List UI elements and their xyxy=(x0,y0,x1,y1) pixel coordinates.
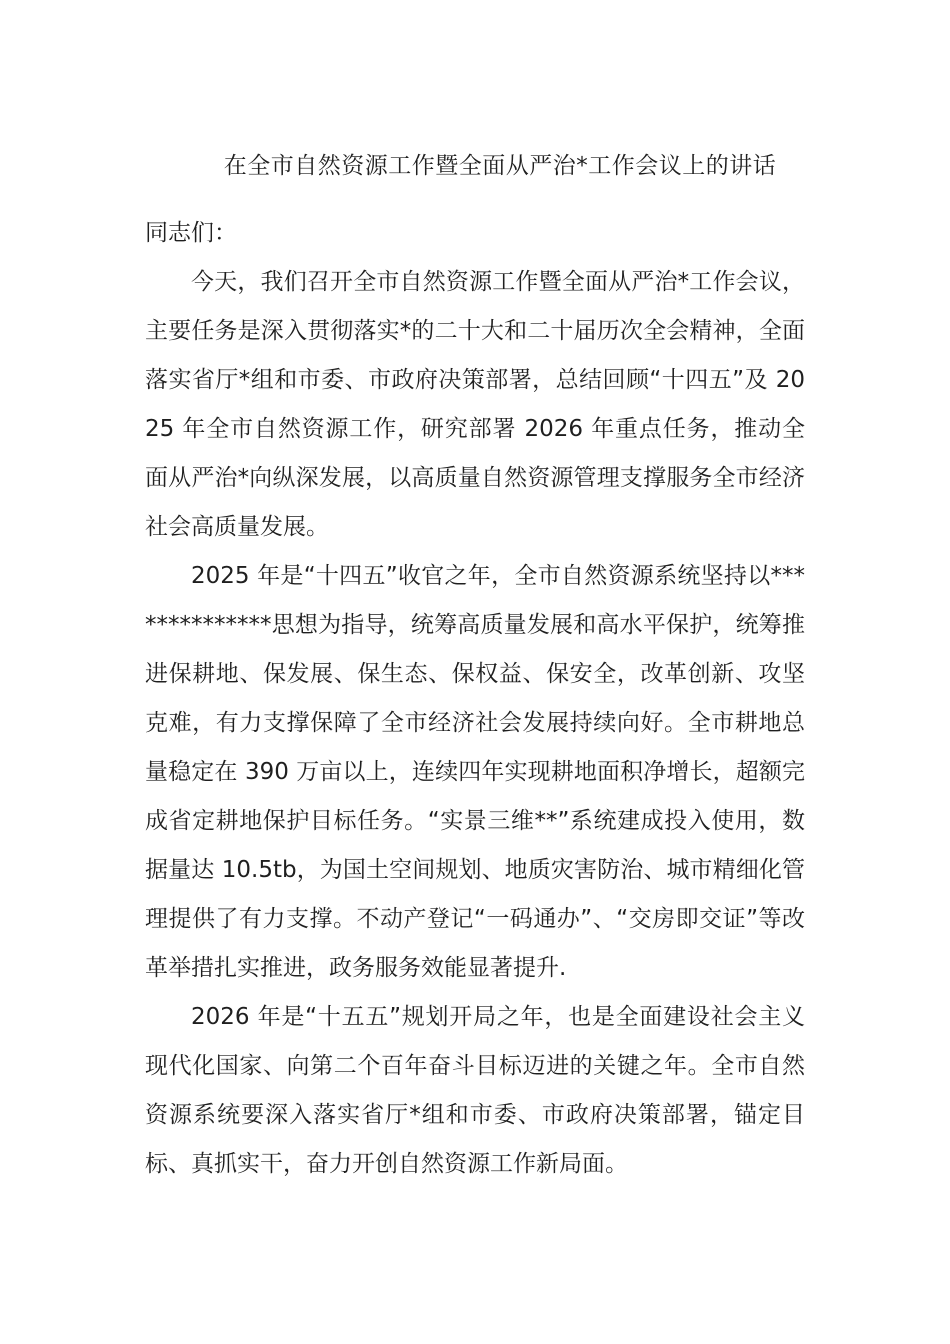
greeting: 同志们： xyxy=(145,220,237,246)
document-body xyxy=(145,209,805,1189)
document-title: 在全市自然资源工作暨全面从严治*工作会议上的讲话 xyxy=(223,153,777,179)
paragraph-intro: 今天，我们召开全市自然资源工作暨全面从严治*工作会议，主要任务是深入贯彻落实*的二十大和二十届历次全会精神，全面落实省厅*组和市委、市政府决策部署，总结回顾“十四五”及 2025 年全市自然资源工作，研究部署 2026 年重点任务，推动全面从严治*向纵深发展，以高质量自然资源管理支撑服务全市经济社会高质量发展。 xyxy=(145,269,805,540)
paragraph-2026-outlook: 2026 年是“十五五”规划开局之年，也是全面建设社会主义现代化国家、向第二个百年奋斗目标迈进的关键之年。全市自然资源系统要深入落实省厅*组和市委、市政府决策部署，锚定目标、真抓实干，奋力开创自然资源工作新局面。 xyxy=(145,1004,805,1177)
paragraph-2025-review: 2025 年是“十四五”收官之年，全市自然资源系统坚持以**************思想为指导，统筹高质量发展和高水平保护，统筹推进保耕地、保发展、保生态、保权益、保安全，改革创新、攻坚克难，有力支撑保障了全市经济社会发展持续向好。全市耕地总量稳定在 390 万亩以上，连续四年实现耕地面积净增长，超额完成省定耕地保护目标任务。“实景三维**”系统建成投入使用，数据量达 10.5tb，为国土空间规划、地质灾害防治、城市精细化管理提供了有力支撑。不动产登记“一码通办”、“交房即交证”等改革举措扎实推进，政务服务效能显著提升. xyxy=(145,563,805,981)
